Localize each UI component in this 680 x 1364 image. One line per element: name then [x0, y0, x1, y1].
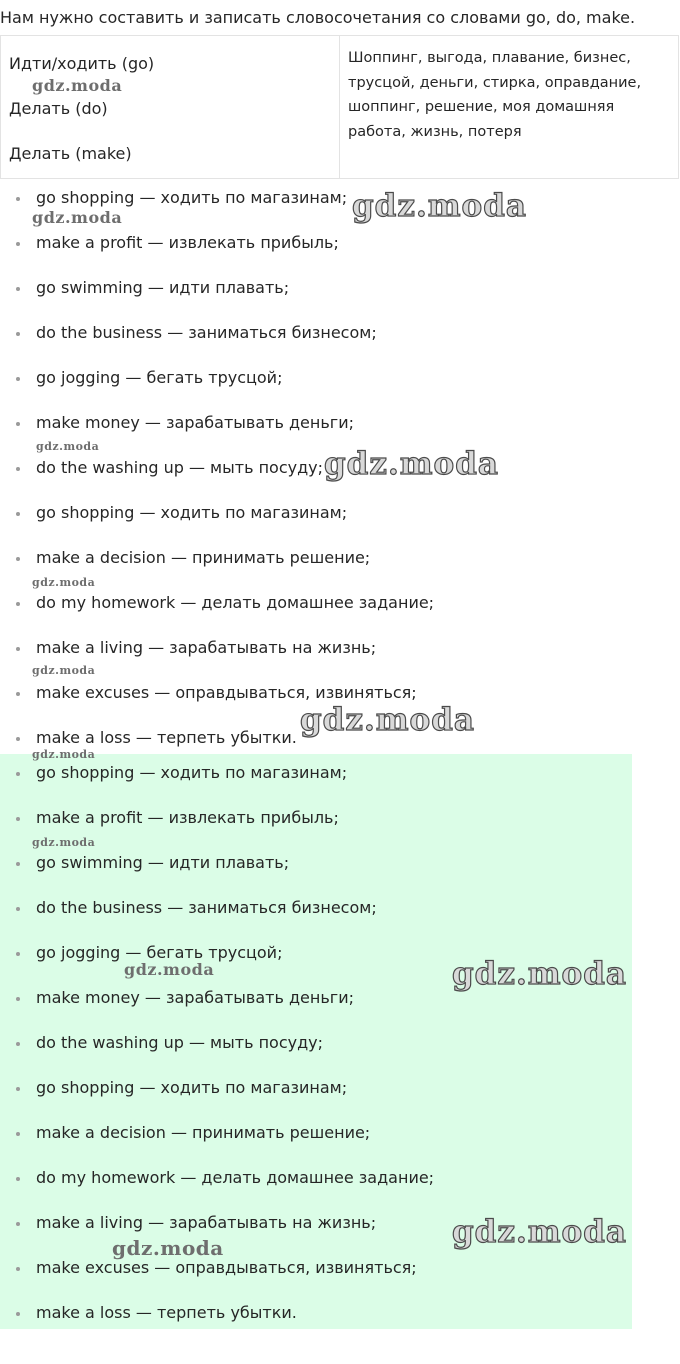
bullet-icon: [16, 1312, 20, 1316]
verb-go: Идти/ходить (go): [9, 54, 155, 73]
list-item: go swimming — идти плавать;: [0, 852, 680, 897]
bullet-icon: [16, 1177, 20, 1181]
list-item: do the business — заниматься бизнесом;: [0, 897, 680, 942]
list-item: do my homework — делать домашнее задание;: [0, 592, 680, 637]
list-item: make excuses — оправдываться, извиняться;: [0, 682, 680, 727]
watermark: gdz.moda: [112, 1236, 224, 1260]
nouns-cell: Шоппинг, выгода, плавание, бизнес, трусцой, деньги, стирка, оправдание, шоппинг, решение, моя домашняя работа, жизнь, потеря: [348, 50, 642, 140]
bullet-icon: [16, 512, 20, 516]
bullet-icon: [16, 1222, 20, 1226]
watermark: gdz.moda: [32, 576, 96, 589]
list-item: go shopping — ходить по магазинам;: [0, 187, 680, 232]
intro-text: Нам нужно составить и записать словосочетания со словами go, do, make.: [0, 8, 636, 27]
bullet-icon: [16, 242, 20, 246]
verb-do: Делать (do): [9, 99, 108, 118]
list-item: make a profit — извлекать прибыль;: [0, 807, 680, 852]
watermark: gdz.moda: [452, 956, 627, 992]
list-item: do the business — заниматься бизнесом;: [0, 322, 680, 367]
list-item: go shopping — ходить по магазинам;: [0, 1077, 680, 1122]
highlighted-phrase-list: [0, 762, 680, 1347]
list-item: go swimming — идти плавать;: [0, 277, 680, 322]
bullet-icon: [16, 377, 20, 381]
list-item: go jogging — бегать трусцой;: [0, 367, 680, 412]
word-table: [0, 35, 679, 179]
bullet-icon: [16, 602, 20, 606]
watermark: gdz.moda: [32, 664, 96, 677]
verb-column: [1, 36, 340, 178]
watermark: gdz.moda: [124, 960, 215, 979]
list-item: make money — зарабатывать деньги;: [0, 412, 680, 457]
list-item: do the washing up — мыть посуду;: [0, 457, 680, 502]
list-item: make a decision — принимать решение;: [0, 547, 680, 592]
bullet-icon: [16, 287, 20, 291]
bullet-icon: [16, 422, 20, 426]
list-item: make a living — зарабатывать на жизнь;: [0, 637, 680, 682]
watermark: gdz.moda: [32, 208, 123, 227]
bullet-icon: [16, 1042, 20, 1046]
bullet-icon: [16, 1267, 20, 1271]
list-item: make money — зарабатывать деньги;: [0, 987, 680, 1032]
bullet-icon: [16, 467, 20, 471]
watermark: gdz.moda: [32, 748, 96, 761]
bullet-icon: [16, 197, 20, 201]
list-item: make excuses — оправдываться, извиняться;: [0, 1257, 680, 1302]
list-item: do my homework — делать домашнее задание;: [0, 1167, 680, 1212]
bullet-icon: [16, 1132, 20, 1136]
watermark: gdz.moda: [32, 76, 123, 95]
bullet-icon: [16, 772, 20, 776]
bullet-icon: [16, 862, 20, 866]
watermark: gdz.moda: [452, 1214, 627, 1250]
list-item: make a profit — извлекать прибыль;: [0, 232, 680, 277]
bullet-icon: [16, 997, 20, 1001]
watermark: gdz.moda: [300, 702, 475, 738]
list-item: go shopping — ходить по магазинам;: [0, 762, 680, 807]
bullet-icon: [16, 332, 20, 336]
bullet-icon: [16, 647, 20, 651]
list-item: make a living — зарабатывать на жизнь;: [0, 1212, 680, 1257]
bullet-icon: [16, 737, 20, 741]
watermark: gdz.moda: [32, 836, 96, 849]
list-item: make a decision — принимать решение;: [0, 1122, 680, 1167]
list-item: make a loss — терпеть убытки.: [0, 1302, 680, 1347]
bullet-icon: [16, 557, 20, 561]
list-item: make a loss — терпеть убытки.: [0, 727, 680, 772]
bullet-icon: [16, 692, 20, 696]
watermark: gdz.moda: [352, 188, 527, 224]
list-item: go shopping — ходить по магазинам;: [0, 502, 680, 547]
list-item: do the washing up — мыть посуду;: [0, 1032, 680, 1077]
list-item: go jogging — бегать трусцой;: [0, 942, 680, 987]
watermark: gdz.moda: [36, 440, 100, 453]
watermark: gdz.moda: [324, 446, 499, 482]
verb-make: Делать (make): [9, 144, 132, 163]
bullet-icon: [16, 1087, 20, 1091]
bullet-icon: [16, 952, 20, 956]
bullet-icon: [16, 817, 20, 821]
bullet-icon: [16, 907, 20, 911]
